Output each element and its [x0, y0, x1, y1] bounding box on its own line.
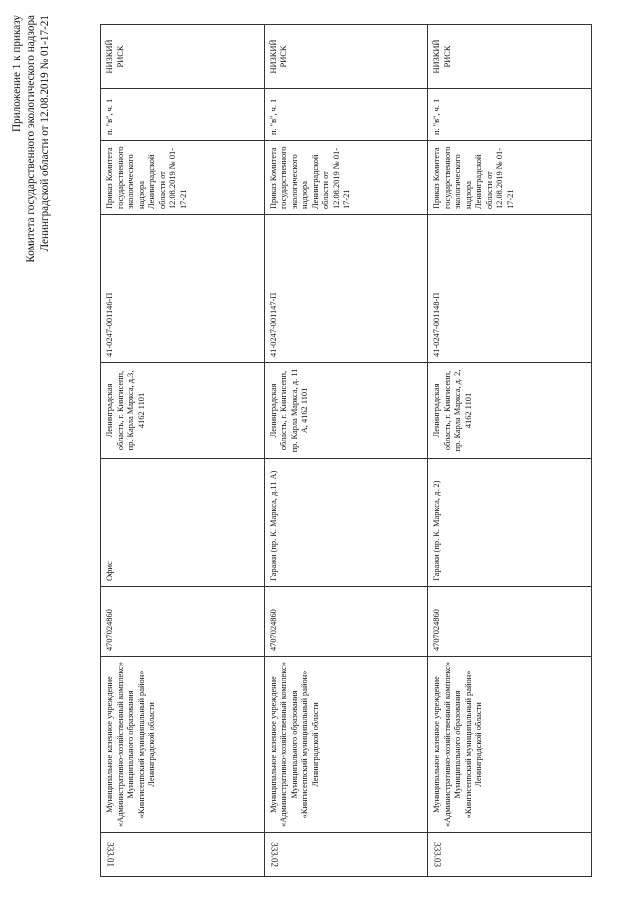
order-cell: Приказ Комитета государственного экологического надзора Ленинградской области от 12.08.2019 № 01-17-21	[428, 141, 592, 215]
code-cell: 41-0247-001148-П	[428, 215, 592, 363]
address-cell: Ленинградская область, г. Кингисепп, пр. Карла Маркса, д. 2, 4162 1101	[428, 363, 592, 459]
row-index-cell	[101, 833, 265, 877]
appendix-header	[10, 15, 52, 315]
object-cell: Гаражи (пр. К. Маркса, д. 2)	[428, 459, 592, 587]
table-row	[264, 25, 428, 877]
clause-cell: п. "в", ч. 1	[428, 89, 592, 141]
inn-cell: 4707024860	[101, 587, 265, 657]
table-row	[101, 25, 265, 877]
code-cell: 41-0247-001147-П	[264, 215, 428, 363]
row-index: 333.03	[432, 842, 443, 867]
row-index-cell	[428, 833, 592, 877]
header-line-3: Ленинградской области от 12.08.2019 № 01-17-21	[39, 15, 51, 252]
clause-cell: п. "в", ч. 1	[101, 89, 265, 141]
header-line-1: Приложение 1 к приказу	[11, 15, 23, 133]
inn-cell: 4707024860	[428, 587, 592, 657]
table-row	[428, 25, 592, 877]
risk-cell: НИЗКИЙ РИСК	[264, 25, 428, 89]
organization-name: Муниципальное казенное учреждение «Административно-хозяйственный комплекс» Муниципального образования «Кингисеппский муниципальный район» Ленинградской области	[101, 657, 265, 833]
registry-table	[100, 24, 592, 877]
address-cell: Ленинградская область, г. Кингисепп, пр. Карла Маркса, д.3, 4162 1101	[101, 363, 265, 459]
object-cell: Офис	[101, 459, 265, 587]
organization-name: Муниципальное казенное учреждение «Административно-хозяйственный комплекс» Муниципального образования «Кингисеппский муниципальный район» Ленинградской области	[264, 657, 428, 833]
order-cell: Приказ Комитета государственного экологического надзора Ленинградской области от 12.08.2019 № 01-17-21	[264, 141, 428, 215]
row-index: 333.01	[105, 842, 116, 867]
clause-cell: п. "в", ч. 1	[264, 89, 428, 141]
object-cell: Гаражи (пр. К. Маркса, д.11 А)	[264, 459, 428, 587]
inn-cell: 4707024860	[264, 587, 428, 657]
code-cell: 41-0247-001146-П	[101, 215, 265, 363]
order-cell: Приказ Комитета государственного экологического надзора Ленинградской области от 12.08.2019 № 01-17-21	[101, 141, 265, 215]
risk-cell: НИЗКИЙ РИСК	[101, 25, 265, 89]
header-line-2: Комитета государственного экологического надзора	[25, 15, 37, 263]
row-index-cell	[264, 833, 428, 877]
address-cell: Ленинградская область, г. Кингисепп, пр. Карла Маркса, д. 11 А, 4162 1101	[264, 363, 428, 459]
risk-cell: НИЗКИЙ РИСК	[428, 25, 592, 89]
row-index: 333.02	[269, 842, 280, 867]
organization-name: Муниципальное казенное учреждение «Административно-хозяйственный комплекс» Муниципального образования «Кингисеппский муниципальный район» Ленинградской области	[428, 657, 592, 833]
